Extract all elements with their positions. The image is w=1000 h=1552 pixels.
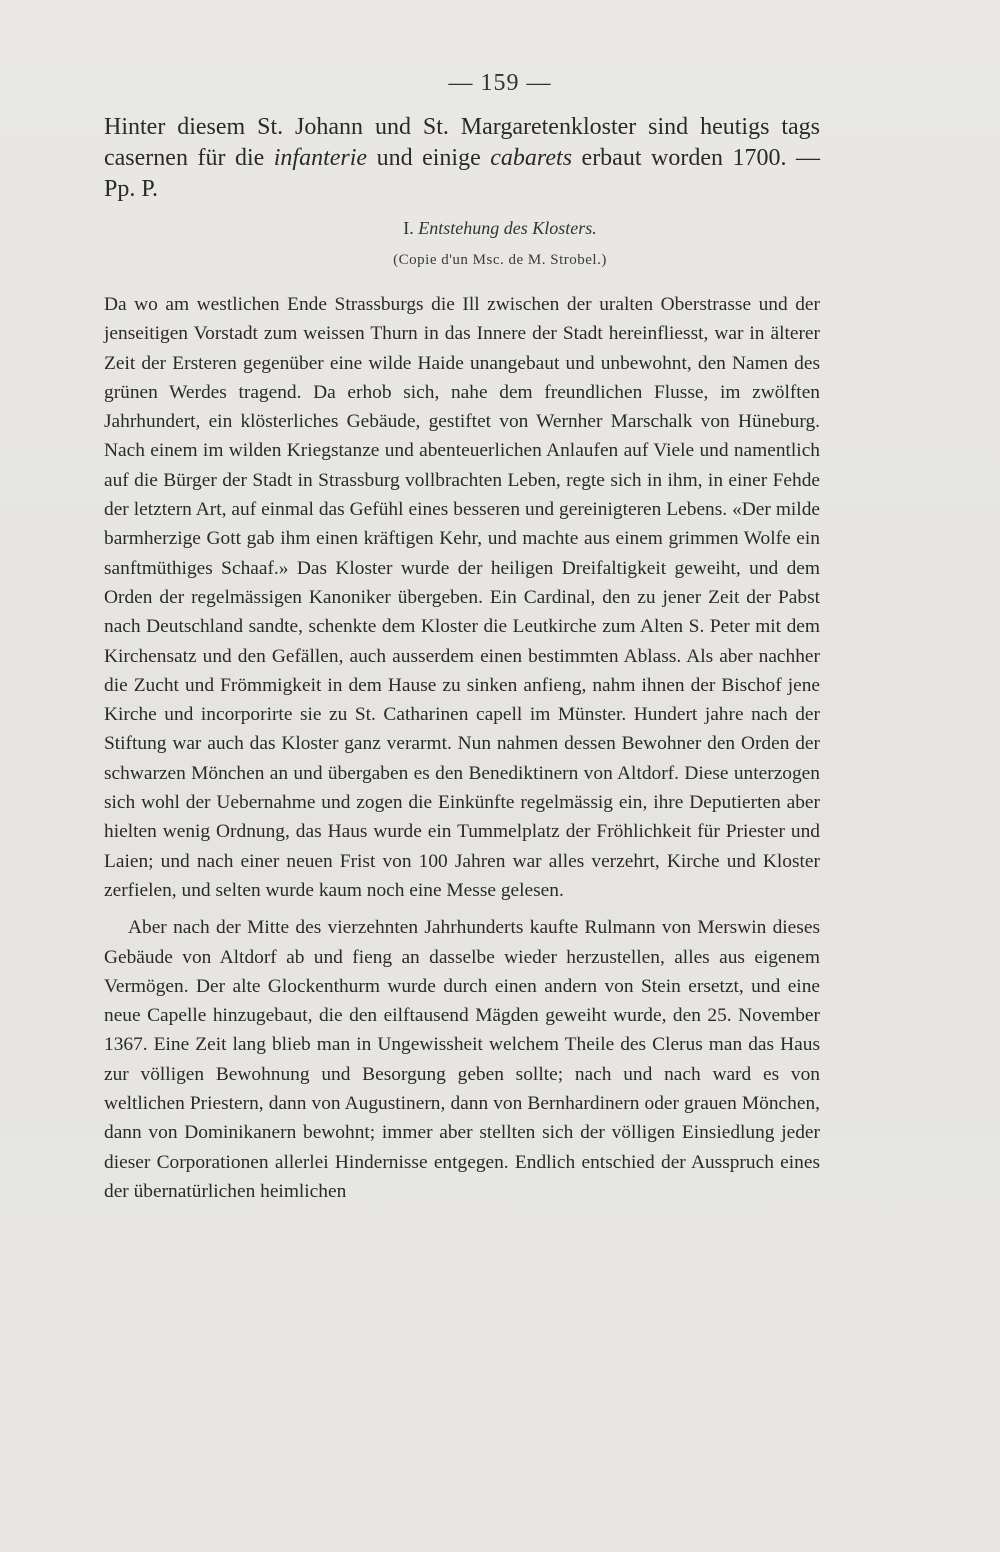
intro-paragraph [104,112,820,205]
section-number: I. [403,218,419,238]
body-paragraph-2: Aber nach der Mitte des vierzehnten Jahrhunderts kaufte Rulmann von Merswin dieses Gebäude von Altdorf ab und fieng an dasselbe wieder herzustellen, alles aus eigenem Vermögen. Der alte Glockenthurm wurde durch einen andern von Stein ersetzt, und eine neue Capelle hinzugebaut, die den eilftausend Mägden geweiht wurde, den 25. November 1367. Eine Zeit lang blieb man in Ungewissheit welchem Theile des Clerus man das Haus zur völligen Bewohnung und Besorgung geben sollte; nach und nach ward es von weltlichen Priestern, dann von Augustinern, dann von Bernhardinern oder grauen Mönchen, dann von Dominikanern bewohnt; immer aber stellten sich der völligen Einsiedlung jeder dieser Corporationen allerlei Hindernisse entgegen. Endlich entschied der Ausspruch eines der übernatürlichen heimlichen [104,917,820,1202]
intro-emphasis-infanterie: infanterie [273,145,368,171]
intro-text-part3: erbaut worden 1700. — Pp. P. [104,145,820,202]
intro-text [104,112,820,205]
body-text [104,290,820,1206]
intro-text-part1: Hinter diesem St. Johann und St. Margaretenkloster sind heutigs tags casernen für die [104,114,820,171]
section-heading [0,218,1000,239]
section-title: Entstehung des Klosters. [418,218,597,238]
intro-emphasis-cabarets: cabarets [490,145,573,171]
body-paragraph-1: Da wo am westlichen Ende Strassburgs die Ill zwischen der uralten Oberstrasse und der jenseitigen Vorstadt zum weissen Thurn in das Innere der Stadt hereinfliesst, war in älterer Zeit der Ersteren gegenüber eine wilde Haide unangebaut und unbewohnt, den Namen des grünen Werdes tragend. Da erhob sich, nahe dem freundlichen Flusse, im zwölften Jahrhundert, ein klösterliches Gebäude, gestiftet von Wernher Marschalk von Hüneburg. Nach einem im wilden Kriegstanze und abenteuerlichen Anlaufen auf Viele und namentlich auf die Bürger der Stadt in Strassburg vollbrachten Leben, regte sich in ihm, in einer Fehde der letztern Art, auf einmal das Gefühl eines besseren und gereinigteren Lebens. «Der milde barmherzige Gott gab ihm einen kräftigen Kehr, und machte aus einem grimmen Wolfe ein sanftmüthiges Schaaf.» Das Kloster wurde der heiligen Dreifaltigkeit geweiht, und dem Orden der regelmässigen Kanoniker übergeben. Ein Cardinal, den zu jener Zeit der Pabst nach Deutschland sandte, schenkte dem Kloster die Leutkirche zum Alten S. Peter mit dem Kirchensatz und den Gefällen, auch ausserdem einen bestimmten Ablass. Als aber nachher die Zucht und Frömmigkeit in dem Hause zu sinken anfieng, nahm ihnen der Bischof jene Kirche und incorporirte sie zu St. Catharinen capell im Münster. Hundert jahre nach der Stiftung war auch das Kloster ganz verarmt. Nun nahmen dessen Bewohner den Orden der schwarzen Mönchen an und übergaben es den Benediktinern von Altdorf. Diese unterzogen sich wohl der Uebernahme und zogen die Einkünfte regelmässig ein, ihre Deputierten aber hielten wenig Ordnung, das Haus wurde ein Tummelplatz der Fröhlichkeit für Priester und Laien; und nach einer neuen Frist von 100 Jahren war alles verzehrt, Kirche und Kloster zerfielen, und selten wurde kaum noch eine Messe gelesen. [104,294,820,901]
page-number: — 159 — [448,70,552,96]
intro-text-part2: und einige [367,145,491,171]
source-note: (Copie d'un Msc. de M. Strobel.) [393,252,607,268]
